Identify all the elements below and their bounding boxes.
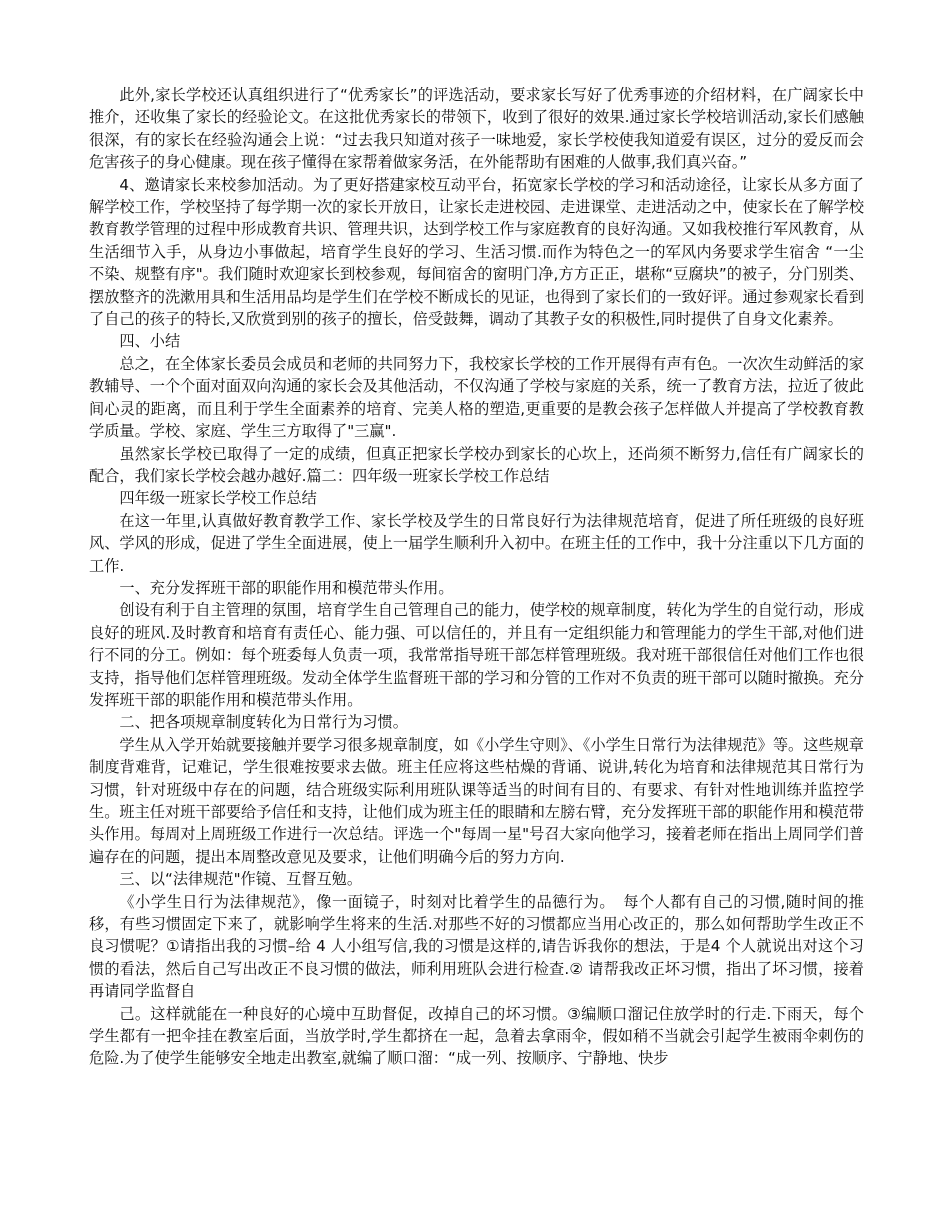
section-heading-one: 一、充分发挥班干部的职能作用和模范带头作用。 xyxy=(119,578,454,597)
document-page xyxy=(89,84,864,1070)
paragraph-mirror: 《小学生日行为法律规范》，像一面镜子，时刻对比着学生的品德行为。 每个人都有自己的习惯,随时间的推移，有些习惯固定下来了，就影响学生将来的生活.对那些不好的习惯都应当用心改正的，那么如何帮助学生改正不良习惯呢？①请指出我的习惯–给 4 人小组写信,我的习惯是这样的,请告诉我你的想法，于是4 个人就说出对这个习惯的看法，然后自己写出改正不良习惯的做法，师利用班队会进行检查.② 请帮我改正坏习惯，指出了坏习惯，接着再请同学监督自 xyxy=(89,892,864,1001)
paragraph-class-cadres: 创设有利于自主管理的氛围，培育学生自己管理自己的能力，使学校的规章制度，转化为学生的自觉行动，形成良好的班风.及时教育和培育有责任心、能力强、可以信任的，并且有一定组织能力和管理能力的学生干部,对他们进行不同的分工。例如：每个班委每人负责一项，我常常指导班干部怎样管理班级。我对班干部很信任对他们工作也很支持，指导他们怎样管理班级。发动全体学生监督班干部的学习和分管的工作对不负责的班干部可以随时撤换。充分发挥班干部的职能作用和模范带头作用。 xyxy=(89,601,864,709)
section-heading-three: 三、以“法律规范"作镜、互督互勉。 xyxy=(119,870,363,889)
paragraph-rhyme: 己。这样就能在一种良好的心境中互助督促，改掉自己的坏习惯。③编顺口溜记住放学时的行走.下雨天，每个学生都有一把伞挂在教室后面，当放学时,学生都挤在一起，急着去拿雨伞，假如稍不当就会引起学生被雨伞刺伤的危险.为了使学生能够安全地走出教室,就编了顺口溜：“成一列、按顺序、宁静地、快步 xyxy=(89,1004,864,1068)
paragraph-invite-parents: 4、邀请家长来校参加活动。为了更好搭建家校互动平台，拓宽家长学校的学习和活动途径，让家长从多方面了解学校工作，学校坚持了每学期一次的家长开放日，让家长走进校园、走进课堂、走进活动之中，使家长在了解学校教育教学管理的过程中形成教育共识、管理共识，达到学校工作与家庭教育的良好沟通。又如我校推行军风教育，从生活细节入手，从身边小事做起，培育学生良好的学习、生活习惯.而作为特色之一的军风内务要求学生宿舍 “一尘不染、规整有序"。我们随时欢迎家长到校参观，每间宿舍的窗明门净,方方正正，堪称“豆腐块”的被子，分门别类、摆放整齐的洗漱用具和生活用品均是学生们在学校不断成长的见证，也得到了家长们的一致好评。通过参观家长看到了自己的孩子的特长,又欣赏到别的孩子的擅长，倍受鼓舞，调动了其教子女的积极性,同时提供了自身文化素养。 xyxy=(89,175,864,329)
paragraph-intro-year: 在这一年里,认真做好教育教学工作、家长学校及学生的日常良好行为法律规范培育，促进了所任班级的良好班风、学风的形成，促进了学生全面进展，使上一届学生顺利升入初中。在班主任的工作中，我十分注重以下几方面的工作. xyxy=(89,511,864,575)
section-heading-two: 二、把各项规章制度转化为日常行为习惯。 xyxy=(119,713,408,732)
paragraph-rules-habits: 学生从入学开始就要接触并要学习很多规章制度，如《小学生守则》、《小学生日常行为法律规范》等。这些规章制度背难背，记难记，学生很难按要求去做。班主任应将这些枯燥的背诵、说讲,转化为培育和法律规范其日常行为习惯，针对班级中存在的问题，结合班级实际利用班队课等适当的时间有目的、有要求、有针对性地训练并监控学生。班主任对班干部要给予信任和支持，让他们成为班主任的眼睛和左膀右臂，充分发挥班干部的职能作用和模范带头作用。每周对上周班级工作进行一次总结。评选一个"每周一星"号召大家向他学习，接着老师在指出上周同学们普遍存在的问题，提出本周整改意见及要求，让他们明确今后的努力方向. xyxy=(89,735,864,866)
paragraph-excellent-parents: 此外,家长学校还认真组织进行了“优秀家长”的评选活动，要求家长写好了优秀事迹的介绍材料，在广阔家长中推介，还收集了家长的经验论文。在这批优秀家长的带领下，收到了很好的效果.通过家长学校培训活动,家长们感触很深，有的家长在经验沟通会上说：“过去我只知道对孩子一味地爱，家长学校使我知道爱有误区，过分的爱反而会危害孩子的身心健康。现在孩子懂得在家帮着做家务活，在外能帮助有困难的人做事,我们真兴奋。” xyxy=(89,86,864,172)
document-title-part-two: 四年级一班家长学校工作总结 xyxy=(119,489,317,508)
section-heading-summary: 四、小结 xyxy=(119,332,181,351)
paragraph-conclusion: 虽然家长学校已取得了一定的成绩，但真正把家长学校办到家长的心坎上，还尚须不断努力,信任有广阔家长的配合，我们家长学校会越办越好.篇二：四年级一班家长学校工作总结 xyxy=(89,444,864,485)
paragraph-summary: 总之，在全体家长委员会成员和老师的共同努力下，我校家长学校的工作开展得有声有色。一次次生动鲜活的家教辅导、一个个面对面双向沟通的家长会及其他活动，不仅沟通了学校与家庭的关系，统一了教育方法，拉近了彼此间心灵的距离，而且利于学生全面素养的培育、完美人格的塑造,更重要的是教会孩子怎样做人并提高了学校教育教学质量。学校、家庭、学生三方取得了"三赢". xyxy=(89,354,864,441)
